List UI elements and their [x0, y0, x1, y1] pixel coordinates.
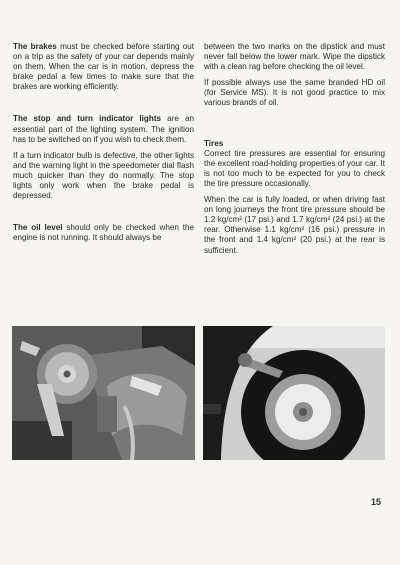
oil-brand-paragraph: If possible always use the same branded HD oil (for Service MS). It is not good practice to mix various brands of oil. [204, 78, 385, 108]
lights-text: are an essential part of the lighting system. The ignition has to be switched on if you wish to check them. [13, 114, 194, 144]
left-column [13, 42, 194, 243]
lights-paragraph [13, 114, 194, 144]
brakes-lead: The brakes [13, 42, 57, 51]
oil-continued-paragraph: between the two marks on the dipstick and must never fall below the lower mark. Wipe the dipstick with a clean rag before checking the oil level. [204, 42, 385, 72]
oil-lead: The oil level [13, 223, 63, 233]
page-number: 15 [370, 497, 381, 507]
turn-indicator-paragraph: If a turn indicator bulb is defective, the other lights and the warning light in the speedometer dial flash much quicker than they do normally. The stop lights only work when the brake pedal is depressed. [13, 150, 194, 201]
brakes-text: must be checked before starting out on a trip as the safety of your car depends mainly on them. When the car is in motion, depress the brake pedal a few times to make sure that the brakes are working efficiently. [13, 42, 194, 92]
lights-lead: The stop and turn indicator lights [13, 114, 162, 124]
tires-heading: Tires [204, 138, 224, 148]
right-column [204, 42, 385, 256]
tires-paragraph-1: Correct tire pressures are essential for ensuring the excellent road-holding properties of your car. It is not too much to be expected for you to check the tire pressure occasionally. [204, 148, 385, 188]
tire-photo [203, 326, 385, 460]
oil-paragraph [13, 223, 194, 243]
tires-paragraph-2: When the car is fully loaded, or when driving fast on long journeys the front tire pressure should be 1.2 kg/cm² (17 psi.) and 1.7 kg/cm² (24 psi.) at the rear. Otherwise 1.1 kg/cm² (16 psi.) pressure in the front and 1.4 kg/cm² (20 psi.) at the rear is sufficient. [204, 195, 385, 255]
oil-text: should only be checked when the engine is not running. It should always be [13, 223, 194, 243]
brakes-paragraph [13, 42, 194, 92]
engine-photo [12, 326, 195, 460]
